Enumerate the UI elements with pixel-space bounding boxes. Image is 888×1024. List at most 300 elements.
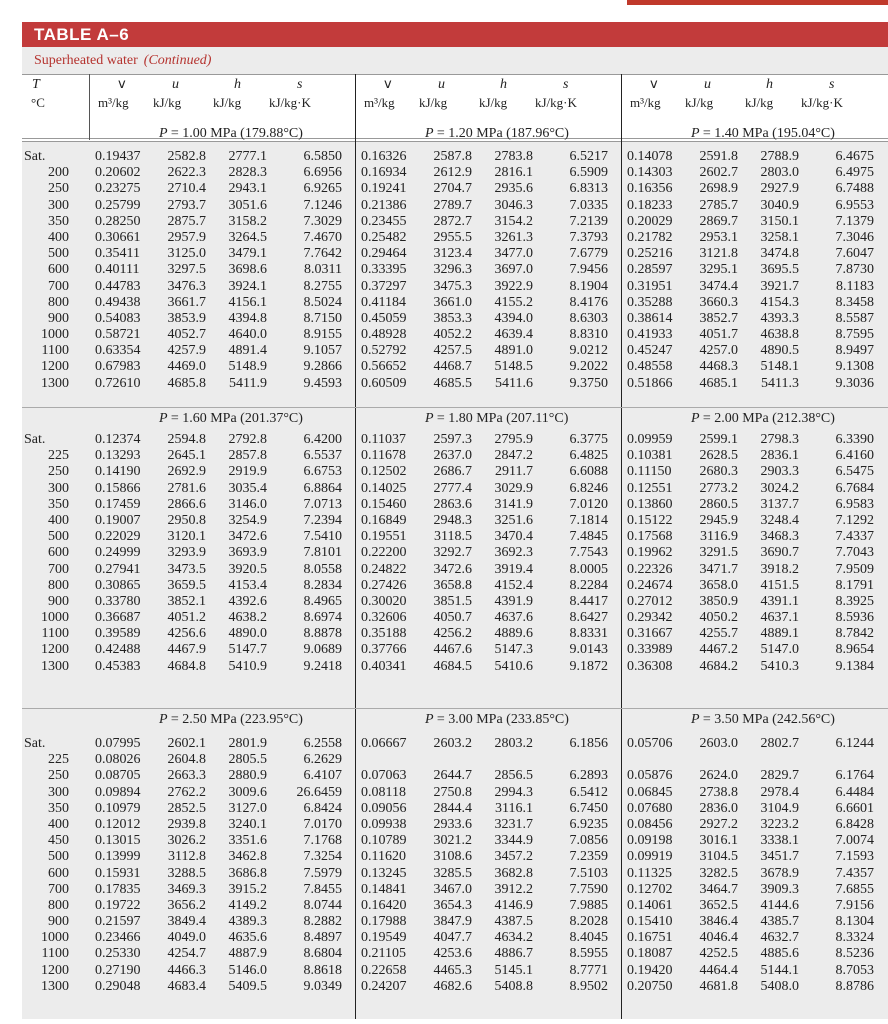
table-cell-u: 4684.5: [433, 658, 472, 674]
table-cell-s: 9.1057: [303, 343, 342, 359]
table-cell-u: 4469.0: [167, 359, 206, 375]
table-cell-v: 0.09056: [361, 800, 407, 816]
table-cell-s: 8.3324: [835, 930, 874, 946]
table-cell-h: 5147.0: [760, 642, 799, 658]
table-cell-u: 4467.9: [167, 642, 206, 658]
table-cell-v: 0.41933: [627, 327, 673, 343]
pressure-label: = 1.00 MPa (179.88°C): [170, 126, 303, 141]
property-column-u: [424, 736, 472, 995]
property-column-u: [158, 149, 206, 392]
table-cell-h: 2856.5: [494, 768, 533, 784]
table-cell-u: 3292.7: [433, 545, 472, 561]
temperature-column: [24, 432, 69, 675]
table-cell-u: 2844.4: [433, 800, 472, 816]
table-cell-u: 4682.6: [433, 978, 472, 994]
table-title-bar: [22, 22, 888, 47]
table-cell-h: 2788.9: [760, 149, 799, 164]
table-cell-h: 2802.7: [760, 736, 799, 751]
table-cell-h: 3468.3: [760, 529, 799, 545]
table-cell-v: 0.48558: [627, 359, 673, 375]
table-cell-u: 2692.9: [167, 464, 206, 480]
table-cell-s: 9.2418: [303, 658, 342, 674]
table-cell-s: 6.1856: [569, 736, 608, 751]
table-cell-v: 0.19962: [627, 545, 673, 561]
table-cell-s: 7.2139: [569, 213, 608, 229]
temperature-cell: 200: [48, 165, 69, 181]
table-cell-s: 8.4176: [569, 294, 608, 310]
table-cell-v: 0.20602: [95, 165, 141, 181]
table-cell-s: 8.9502: [569, 978, 608, 994]
table-cell-v: 0.25799: [95, 197, 141, 213]
table-cell-s: 8.5936: [835, 610, 874, 626]
table-cell-h: 5408.8: [494, 978, 533, 994]
table-cell-u: 4467.6: [433, 642, 472, 658]
table-cell-v: 0.16934: [361, 165, 407, 181]
table-cell-v: 0.09919: [627, 849, 673, 865]
table-cell-v: 0.13245: [361, 865, 407, 881]
table-cell-v: 0.22029: [95, 529, 141, 545]
table-cell-v: 0.24999: [95, 545, 141, 561]
table-cell-v: 0.49438: [95, 294, 141, 310]
table-cell-v: 0.52792: [361, 343, 407, 359]
table-cell-h: [749, 752, 799, 768]
header-h-unit: kJ/kg: [745, 95, 774, 110]
table-cell-v: 0.14025: [361, 480, 407, 496]
table-cell-u: 3661.0: [433, 294, 472, 310]
table-cell-h: 3686.8: [228, 865, 267, 881]
table-cell-v: 0.16849: [361, 512, 407, 528]
table-cell-v: 0.63354: [95, 343, 141, 359]
header-s-unit: kJ/kg·K: [535, 95, 577, 110]
table-cell-u: 2591.8: [699, 149, 738, 164]
table-cell-h: [483, 752, 533, 768]
table-cell-h: 5411.9: [229, 375, 267, 391]
table-cell-s: 8.0558: [303, 561, 342, 577]
property-column-h: [217, 736, 267, 995]
table-cell-u: 4050.7: [433, 610, 472, 626]
table-cell-h: 4385.7: [760, 914, 799, 930]
table-cell-h: 3040.9: [760, 197, 799, 213]
table-cell-h: 4391.9: [494, 593, 533, 609]
table-cell-v: 0.30865: [95, 577, 141, 593]
table-cell-v: 0.16356: [627, 181, 673, 197]
table-cell-s: 8.0005: [569, 561, 608, 577]
table-cell-s: 8.1904: [569, 278, 608, 294]
table-cell-v: 0.19241: [361, 181, 407, 197]
table-cell-v: 0.18087: [627, 946, 673, 962]
table-cell-v: 0.08705: [95, 768, 141, 784]
table-cell-v: 0.40111: [95, 262, 140, 278]
table-cell-v: 0.29048: [95, 978, 141, 994]
temperature-cell: 250: [48, 768, 69, 784]
column-divider: [89, 74, 90, 140]
table-cell-u: 2602.1: [167, 736, 206, 751]
table-cell-s: 7.7590: [569, 881, 608, 897]
table-cell-u: 3293.9: [167, 545, 206, 561]
header-u-symbol: u: [438, 77, 445, 92]
table-cell-s: 8.7053: [835, 962, 874, 978]
table-cell-s: 8.3925: [835, 593, 874, 609]
pressure-title: [159, 712, 303, 728]
table-cell-s: 7.6855: [835, 881, 874, 897]
header-s-unit: kJ/kg·K: [269, 95, 311, 110]
table-cell-v: 0.22658: [361, 962, 407, 978]
table-cell-h: 3474.8: [760, 246, 799, 262]
table-cell-s: 8.2028: [569, 914, 608, 930]
table-cell-v: 0.44783: [95, 278, 141, 294]
temperature-cell: 225: [48, 448, 69, 464]
table-cell-u: 2945.9: [699, 512, 738, 528]
table-cell-h: 5410.3: [760, 658, 799, 674]
table-cell-h: 4394.0: [494, 310, 533, 326]
table-cell-u: 3295.1: [699, 262, 738, 278]
temperature-cell: Sat.: [24, 736, 46, 751]
table-cell-s: 7.0074: [835, 833, 874, 849]
temperature-cell: Sat.: [24, 432, 46, 447]
table-cell-h: 3231.7: [494, 816, 533, 832]
table-cell-s: 7.4337: [835, 529, 874, 545]
header-h-symbol: h: [766, 77, 773, 92]
table-cell-v: 0.10979: [95, 800, 141, 816]
table-cell-h: 5408.0: [760, 978, 799, 994]
table-cell-u: 3654.3: [433, 897, 472, 913]
table-cell-s: 7.0335: [569, 197, 608, 213]
table-cell-u: 3847.9: [433, 914, 472, 930]
table-cell-u: 3656.2: [167, 897, 206, 913]
pressure-title: [425, 712, 569, 728]
table-cell-v: 0.45247: [627, 343, 673, 359]
property-column-s: [817, 736, 874, 995]
temperature-cell: 900: [48, 914, 69, 930]
table-cell-v: 0.19007: [95, 512, 141, 528]
table-cell-h: 5411.6: [495, 375, 533, 391]
table-cell-v: 0.09894: [95, 784, 141, 800]
property-column-h: [483, 432, 533, 675]
table-cell-v: 0.13999: [95, 849, 141, 865]
table-cell-v: 0.14841: [361, 881, 407, 897]
table-cell-v: 0.07063: [361, 768, 407, 784]
table-cell-s: 8.9497: [835, 343, 874, 359]
table-cell-u: 2750.8: [433, 784, 472, 800]
table-cell-h: 2994.3: [494, 784, 533, 800]
table-cell-u: 3852.7: [699, 310, 738, 326]
table-cell-s: 7.7043: [835, 545, 874, 561]
table-cell-s: 8.8878: [303, 626, 342, 642]
table-cell-v: 0.12702: [627, 881, 673, 897]
table-cell-v: 0.38614: [627, 310, 673, 326]
header-h-unit: kJ/kg: [213, 95, 242, 110]
table-cell-v: 0.19420: [627, 962, 673, 978]
temperature-cell: 450: [48, 833, 69, 849]
property-column-u: [690, 432, 738, 675]
table-cell-v: 0.51866: [627, 375, 673, 391]
table-cell-v: 0.12551: [627, 480, 673, 496]
table-cell-v: 0.72610: [95, 375, 141, 391]
header-s-unit: kJ/kg·K: [801, 95, 843, 110]
table-cell-h: 3462.8: [228, 849, 267, 865]
table-cell-v: 0.18233: [627, 197, 673, 213]
table-cell-u: 3285.5: [433, 865, 472, 881]
table-cell-s: 8.1304: [835, 914, 874, 930]
table-cell-v: 0.39589: [95, 626, 141, 642]
pressure-symbol: P: [425, 126, 437, 141]
pressure-symbol: P: [159, 411, 171, 426]
table-cell-h: 3921.7: [760, 278, 799, 294]
table-cell-u: 2698.9: [699, 181, 738, 197]
table-cell-h: 4144.6: [760, 897, 799, 913]
temperature-cell: 300: [48, 480, 69, 496]
temperature-cell: 1000: [41, 610, 69, 626]
pressure-title: [691, 712, 835, 728]
table-cell-u: 3112.8: [168, 849, 206, 865]
table-cell-u: 3104.5: [699, 849, 738, 865]
table-cell-s: 6.5909: [569, 165, 608, 181]
table-cell-h: 2777.1: [228, 149, 267, 164]
temperature-cell: 700: [48, 278, 69, 294]
table-cell-s: 8.2882: [303, 914, 342, 930]
table-cell-u: 2663.3: [167, 768, 206, 784]
table-cell-h: 4887.9: [228, 946, 267, 962]
table-cell-u: 2866.6: [167, 496, 206, 512]
property-column-s: [817, 149, 874, 392]
property-column-s: [551, 149, 608, 392]
table-cell-v: 0.09938: [361, 816, 407, 832]
table-cell-u: 4252.5: [699, 946, 738, 962]
table-cell-h: 3251.6: [494, 512, 533, 528]
table-cell-h: 4886.7: [494, 946, 533, 962]
table-cell-s: 8.8310: [569, 327, 608, 343]
table-cell-s: 8.0311: [304, 262, 342, 278]
table-cell-u: 4466.3: [167, 962, 206, 978]
property-column-s: [285, 432, 342, 675]
table-cell-h: 5148.9: [228, 359, 267, 375]
table-cell-h: 3024.2: [760, 480, 799, 496]
table-cell-s: 8.1791: [835, 577, 874, 593]
table-cell-h: 4389.3: [228, 914, 267, 930]
table-cell-h: 3261.3: [494, 229, 533, 245]
header-v-symbol: v: [118, 77, 126, 92]
table-cell-v: 0.25216: [627, 246, 673, 262]
table-cell-s: 7.3029: [303, 213, 342, 229]
table-cell-s: 8.8786: [835, 978, 874, 994]
table-cell-h: 3146.0: [228, 496, 267, 512]
property-column-h: [749, 736, 799, 995]
table-cell-v: 0.23275: [95, 181, 141, 197]
table-cell-u: 4257.9: [167, 343, 206, 359]
pressure-symbol: P: [691, 712, 703, 727]
table-cell-u: [690, 752, 738, 768]
table-cell-s: 6.3390: [835, 432, 874, 447]
table-cell-h: 3695.5: [760, 262, 799, 278]
table-cell-v: 0.37297: [361, 278, 407, 294]
table-cell-v: 0.11325: [627, 865, 672, 881]
table-cell-u: 3464.7: [699, 881, 738, 897]
temperature-cell: 800: [48, 577, 69, 593]
table-cell-s: 6.5537: [303, 448, 342, 464]
pressure-label: = 3.00 MPa (233.85°C): [436, 712, 569, 727]
pressure-label: = 1.40 MPa (195.04°C): [702, 126, 835, 141]
table-cell-u: 4684.2: [699, 658, 738, 674]
table-cell-s: 7.0713: [303, 496, 342, 512]
table-cell-s: 6.4200: [303, 432, 342, 447]
table-cell-h: 3479.1: [228, 246, 267, 262]
table-cell-v: 0.09198: [627, 833, 673, 849]
header-temperature-symbol: T: [32, 77, 40, 92]
table-cell-u: 4684.8: [167, 658, 206, 674]
table-cell-h: 4387.5: [494, 914, 533, 930]
table-cell-h: 2828.3: [228, 165, 267, 181]
table-cell-u: 2602.7: [699, 165, 738, 181]
table-cell-v: [627, 752, 685, 768]
table-cell-v: 0.45383: [95, 658, 141, 674]
table-cell-h: 3046.3: [494, 197, 533, 213]
table-cell-u: 2860.5: [699, 496, 738, 512]
table-cell-v: 0.17835: [95, 881, 141, 897]
table-cell-h: 4889.1: [760, 626, 799, 642]
table-cell-s: 7.9509: [835, 561, 874, 577]
temperature-cell: 800: [48, 294, 69, 310]
table-cell-u: 4256.2: [433, 626, 472, 642]
table-cell-u: 3116.9: [700, 529, 738, 545]
table-cell-v: 0.40341: [361, 658, 407, 674]
table-cell-s: 8.2834: [303, 577, 342, 593]
table-cell-u: 2644.7: [433, 768, 472, 784]
header-u-unit: kJ/kg: [685, 95, 714, 110]
table-cell-u: 2950.8: [167, 512, 206, 528]
table-cell-h: 5410.6: [494, 658, 533, 674]
table-cell-v: 0.24674: [627, 577, 673, 593]
table-cell-h: 3678.9: [760, 865, 799, 881]
table-cell-s: 7.1814: [569, 512, 608, 528]
table-cell-s: 6.5850: [303, 149, 342, 164]
table-cell-h: 4152.4: [494, 577, 533, 593]
table-cell-h: 5147.7: [228, 642, 267, 658]
table-cell-u: 3120.1: [167, 529, 206, 545]
pressure-label: = 1.20 MPa (187.96°C): [436, 126, 569, 141]
table-cell-h: 2935.6: [494, 181, 533, 197]
table-cell-u: 3652.5: [699, 897, 738, 913]
table-cell-h: 3477.0: [494, 246, 533, 262]
table-cell-u: 3474.4: [699, 278, 738, 294]
table-cell-h: 4891.0: [494, 343, 533, 359]
table-cell-v: 0.11150: [627, 464, 672, 480]
table-cell-u: 4052.2: [433, 327, 472, 343]
table-cell-v: 0.14061: [627, 897, 673, 913]
table-cell-s: 6.9265: [303, 181, 342, 197]
pressure-title: [691, 126, 835, 142]
table-cell-u: 2597.3: [433, 432, 472, 447]
column-divider: [621, 74, 622, 1019]
table-cell-h: 3451.7: [760, 849, 799, 865]
table-cell-u: 3026.2: [167, 833, 206, 849]
table-cell-h: 5410.9: [228, 658, 267, 674]
table-cell-h: 4146.9: [494, 897, 533, 913]
table-cell-v: 0.27190: [95, 962, 141, 978]
pressure-title: [691, 411, 835, 427]
temperature-cell: 300: [48, 197, 69, 213]
table-cell-s: 6.5475: [835, 464, 874, 480]
table-cell-u: 4256.6: [167, 626, 206, 642]
table-label: TABLE A–6: [34, 25, 130, 44]
pressure-title: [159, 411, 303, 427]
table-cell-h: 4154.3: [760, 294, 799, 310]
table-cell-h: 3248.4: [760, 512, 799, 528]
property-column-s: [285, 149, 342, 392]
table-cell-v: 0.08026: [95, 752, 141, 768]
table-cell-s: 9.3750: [569, 375, 608, 391]
table-cell-u: 4468.7: [433, 359, 472, 375]
table-cell-h: 5148.5: [494, 359, 533, 375]
top-accent-line: [627, 0, 888, 5]
table-cell-h: 3922.9: [494, 278, 533, 294]
temperature-cell: 1300: [41, 978, 69, 994]
table-cell-h: 4153.4: [228, 577, 267, 593]
table-cell-h: 3690.7: [760, 545, 799, 561]
table-cell-u: 2738.8: [699, 784, 738, 800]
pressure-symbol: P: [425, 712, 437, 727]
table-cell-h: 2829.7: [760, 768, 799, 784]
table-cell-s: 9.4593: [303, 375, 342, 391]
table-cell-s: 6.7450: [569, 800, 608, 816]
table-cell-h: 3104.9: [760, 800, 799, 816]
table-cell-v: 0.36308: [627, 658, 673, 674]
table-cell-u: 2645.1: [167, 448, 206, 464]
table-cell-s: 8.6303: [569, 310, 608, 326]
table-cell-h: 3344.9: [494, 833, 533, 849]
table-cell-u: 2789.7: [433, 197, 472, 213]
property-column-v: [95, 736, 153, 995]
property-column-u: [158, 432, 206, 675]
table-cell-s: 7.9456: [569, 262, 608, 278]
table-cell-u: 3661.7: [167, 294, 206, 310]
header-s-symbol: s: [563, 77, 569, 92]
table-cell-u: 2686.7: [433, 464, 472, 480]
table-cell-s: 7.2359: [569, 849, 608, 865]
table-cell-h: 3351.6: [228, 833, 267, 849]
table-cell-s: 6.4675: [835, 149, 874, 164]
table-cell-h: 5146.0: [228, 962, 267, 978]
table-cell-v: 0.30661: [95, 229, 141, 245]
pressure-label: = 1.80 MPa (207.11°C): [436, 411, 569, 426]
table-cell-v: 0.10789: [361, 833, 407, 849]
table-cell-s: 7.7642: [303, 246, 342, 262]
table-cell-u: 3469.3: [167, 881, 206, 897]
table-cell-u: 3471.7: [699, 561, 738, 577]
table-cell-h: 3698.6: [228, 262, 267, 278]
table-cell-v: 0.60509: [361, 375, 407, 391]
table-cell-u: 2933.6: [433, 816, 472, 832]
table-cell-s: 6.5217: [569, 149, 608, 164]
table-cell-h: 4635.6: [228, 930, 267, 946]
table-cell-s: 8.4417: [569, 593, 608, 609]
table-cell-u: 2604.8: [167, 752, 206, 768]
property-column-v: [627, 432, 685, 675]
table-cell-u: 4257.0: [699, 343, 738, 359]
table-cell-h: 2792.8: [228, 432, 267, 447]
table-cell-u: 2785.7: [699, 197, 738, 213]
table-cell-s: 7.6779: [569, 246, 608, 262]
temperature-column: [24, 149, 69, 392]
property-column-v: [627, 149, 685, 392]
temperature-cell: 700: [48, 561, 69, 577]
table-cell-v: 0.05876: [627, 768, 673, 784]
table-cell-s: 7.8101: [303, 545, 342, 561]
table-cell-v: 0.08118: [361, 784, 406, 800]
table-cell-u: 2587.8: [433, 149, 472, 164]
table-cell-v: 0.16420: [361, 897, 407, 913]
table-cell-v: 0.14190: [95, 464, 141, 480]
table-cell-u: 3853.3: [433, 310, 472, 326]
